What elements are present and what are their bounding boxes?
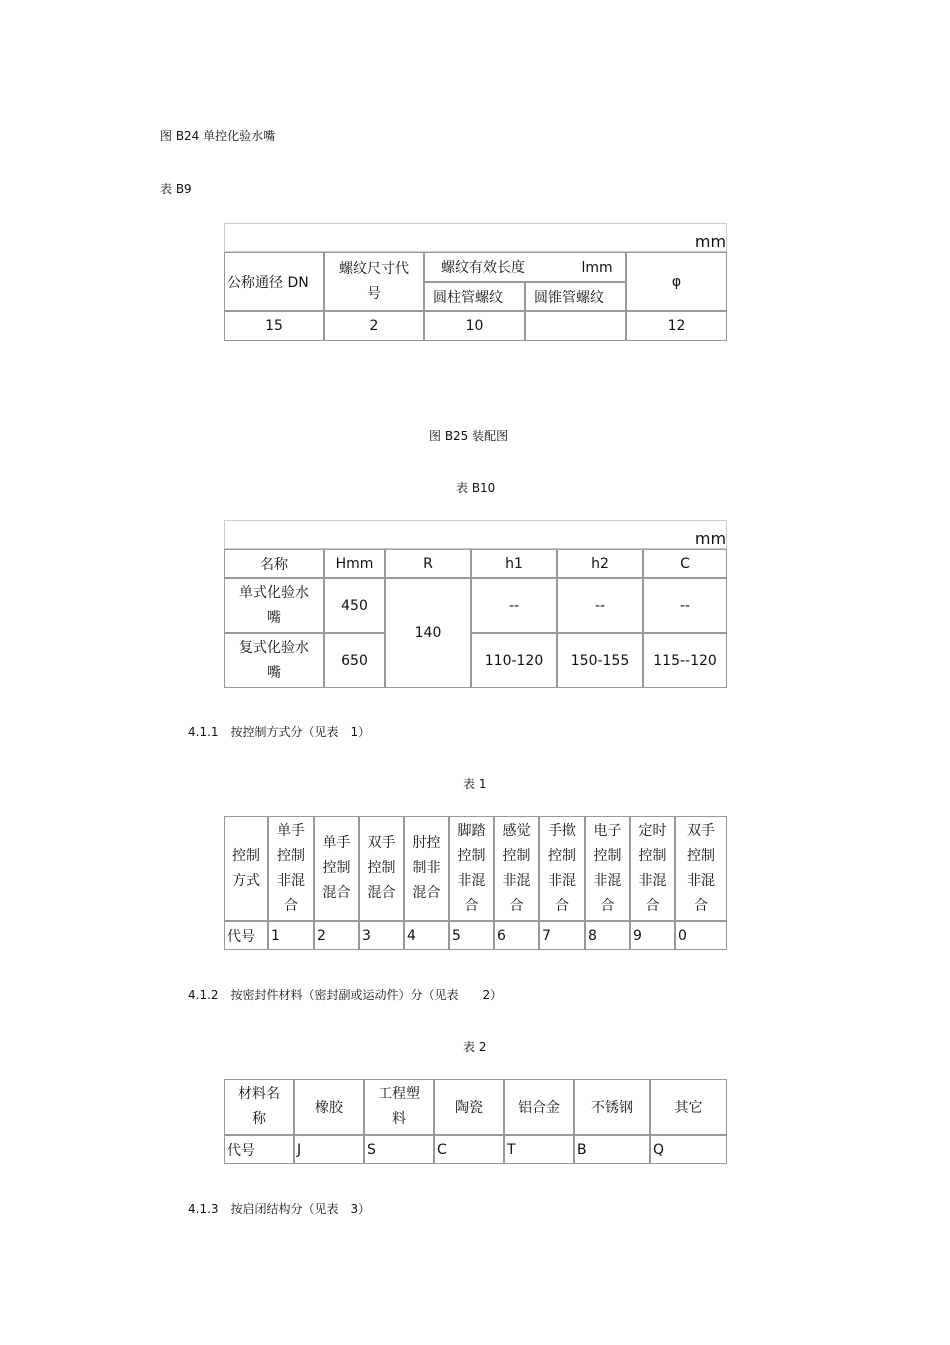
row-double-h1: 110-120	[471, 633, 557, 688]
col-line: 合	[284, 897, 298, 914]
row-double-name-l1: 复式化验水	[239, 639, 309, 656]
col-line: 非混	[277, 872, 305, 889]
code-cell: J	[294, 1135, 364, 1164]
col-line: 定时	[638, 822, 667, 839]
col-line: 制非	[412, 860, 441, 876]
col-line: 混合	[367, 885, 396, 901]
col-line: 控制	[277, 847, 305, 864]
col-line: 肘控	[412, 835, 441, 851]
row-single-c: --	[643, 578, 727, 633]
code-label: 代号	[224, 921, 268, 950]
header-c: C	[643, 549, 727, 578]
header-rubber: 橡胶	[294, 1079, 364, 1135]
col-header	[268, 816, 314, 921]
col-line: 控制	[593, 847, 622, 864]
code-cell: 8	[585, 921, 630, 950]
code-cell: 1	[268, 921, 314, 950]
row-double-h2: 150-155	[557, 633, 643, 688]
cell-r-shared: 140	[385, 578, 471, 688]
code-cell: 0	[675, 921, 727, 950]
code-cell: 3	[359, 921, 404, 950]
col-line: 非混	[502, 872, 531, 889]
header-control-mode-l2: 方式	[232, 872, 260, 889]
header-engineering-plastic-l2: 料	[392, 1111, 406, 1127]
table-2-caption: 表 2	[463, 1040, 487, 1054]
col-line: 合	[694, 897, 708, 914]
figure-b25-caption: 图 B25 装配图	[429, 429, 509, 443]
col-line: 合	[555, 897, 569, 914]
code-cell: 4	[404, 921, 449, 950]
row-single-h2: --	[557, 578, 643, 633]
row-double-c: 115--120	[643, 633, 727, 688]
col-header	[449, 816, 494, 921]
col-line: 混合	[322, 885, 351, 901]
code-cell: C	[434, 1135, 504, 1164]
row-double-h: 650	[324, 633, 385, 688]
col-line: 双手	[367, 835, 396, 851]
header-thread-length	[424, 252, 626, 282]
cell-cylindrical: 10	[424, 311, 525, 341]
col-line: 合	[645, 897, 660, 914]
header-engineering-plastic-l1: 工程塑	[378, 1086, 420, 1102]
col-line: 控制	[638, 847, 667, 864]
header-stainless-steel: 不锈钢	[574, 1079, 650, 1135]
col-line: 非混	[638, 872, 667, 889]
header-h1: h1	[471, 549, 557, 578]
col-header	[314, 816, 359, 921]
header-conical-thread: 圆锥管螺纹	[525, 282, 626, 311]
code-cell: Q	[650, 1135, 727, 1164]
col-line: 合	[509, 897, 524, 914]
row-double-name	[224, 633, 324, 688]
col-line: 手揿	[548, 822, 576, 839]
table-b10	[224, 520, 727, 688]
row-double-name-l2: 嘴	[267, 664, 281, 681]
col-line: 双手	[687, 822, 715, 839]
header-other: 其它	[650, 1079, 727, 1135]
col-line: 控制	[322, 860, 351, 876]
col-line: 控制	[367, 860, 396, 876]
code-cell: 5	[449, 921, 494, 950]
table-b9	[224, 223, 727, 341]
header-material-name	[224, 1079, 294, 1135]
row-single-name-l1: 单式化验水	[239, 584, 309, 601]
header-ceramic: 陶瓷	[434, 1079, 504, 1135]
col-header	[359, 816, 404, 921]
col-line: 单手	[322, 835, 351, 851]
col-line: 控制	[687, 847, 715, 864]
header-h2: h2	[557, 549, 643, 578]
row-single-h: 450	[324, 578, 385, 633]
col-header	[675, 816, 727, 921]
col-line: 感觉	[502, 822, 531, 839]
header-thread-code	[324, 252, 424, 311]
row-single-name	[224, 578, 324, 633]
table-1	[224, 816, 727, 950]
header-thread-code-l1: 螺纹尺寸代	[339, 260, 409, 277]
col-line: 控制	[502, 847, 531, 864]
code-cell: 2	[314, 921, 359, 950]
row-single-h1: --	[471, 578, 557, 633]
header-cylindrical-thread: 圆柱管螺纹	[424, 282, 525, 311]
code-cell: S	[364, 1135, 434, 1164]
header-material-name-l2: 称	[252, 1111, 266, 1127]
table-1-caption: 表 1	[463, 777, 487, 791]
col-header	[494, 816, 539, 921]
table-b9-unit: mm	[224, 223, 727, 252]
header-thread-length-unit: lmm	[581, 260, 613, 276]
cell-phi: 12	[626, 311, 727, 341]
col-header	[404, 816, 449, 921]
col-header	[630, 816, 675, 921]
col-header	[539, 816, 585, 921]
col-line: 非混	[548, 872, 576, 889]
cell-dn: 15	[224, 311, 324, 341]
cell-conical	[525, 311, 626, 341]
header-control-mode-l1: 控制	[232, 847, 260, 864]
header-aluminum-alloy: 铝合金	[504, 1079, 574, 1135]
header-phi: φ	[626, 252, 727, 311]
col-line: 控制	[548, 847, 576, 864]
header-h: Hmm	[324, 549, 385, 578]
col-header	[585, 816, 630, 921]
header-thread-length-label: 螺纹有效长度	[441, 260, 525, 276]
section-4-1-2: 4.1.2 按密封件材料（密封副或运动件）分（见表 2）	[188, 988, 503, 1002]
col-line: 混合	[412, 885, 441, 901]
code-cell: B	[574, 1135, 650, 1164]
header-thread-code-l2: 号	[367, 285, 381, 302]
code-cell: 6	[494, 921, 539, 950]
code-cell: T	[504, 1135, 574, 1164]
table-b9-caption: 表 B9	[160, 182, 192, 196]
header-engineering-plastic	[364, 1079, 434, 1135]
section-4-1-1: 4.1.1 按控制方式分（见表 1）	[188, 725, 371, 739]
header-name: 名称	[224, 549, 324, 578]
header-control-mode	[224, 816, 268, 921]
header-r: R	[385, 549, 471, 578]
table-b10-unit: mm	[224, 520, 727, 549]
col-line: 非混	[593, 872, 622, 889]
table-2	[224, 1079, 727, 1164]
col-line: 非混	[457, 872, 486, 889]
col-line: 单手	[277, 822, 305, 839]
section-4-1-3: 4.1.3 按启闭结构分（见表 3）	[188, 1202, 371, 1216]
col-line: 非混	[687, 872, 715, 889]
code-cell: 9	[630, 921, 675, 950]
row-single-name-l2: 嘴	[267, 609, 281, 626]
cell-thread-code: 2	[324, 311, 424, 341]
figure-b24-caption: 图 B24 单控化验水嘴	[160, 129, 276, 143]
col-line: 合	[600, 897, 615, 914]
header-material-name-l1: 材料名	[238, 1086, 280, 1102]
col-line: 脚踏	[457, 822, 486, 839]
header-dn: 公称通径 DN	[224, 252, 324, 311]
col-line: 控制	[457, 847, 486, 864]
table-b10-caption: 表 B10	[456, 481, 496, 495]
col-line: 电子	[593, 822, 622, 839]
code-cell: 7	[539, 921, 585, 950]
col-line: 合	[464, 897, 479, 914]
code-label: 代号	[224, 1135, 294, 1164]
